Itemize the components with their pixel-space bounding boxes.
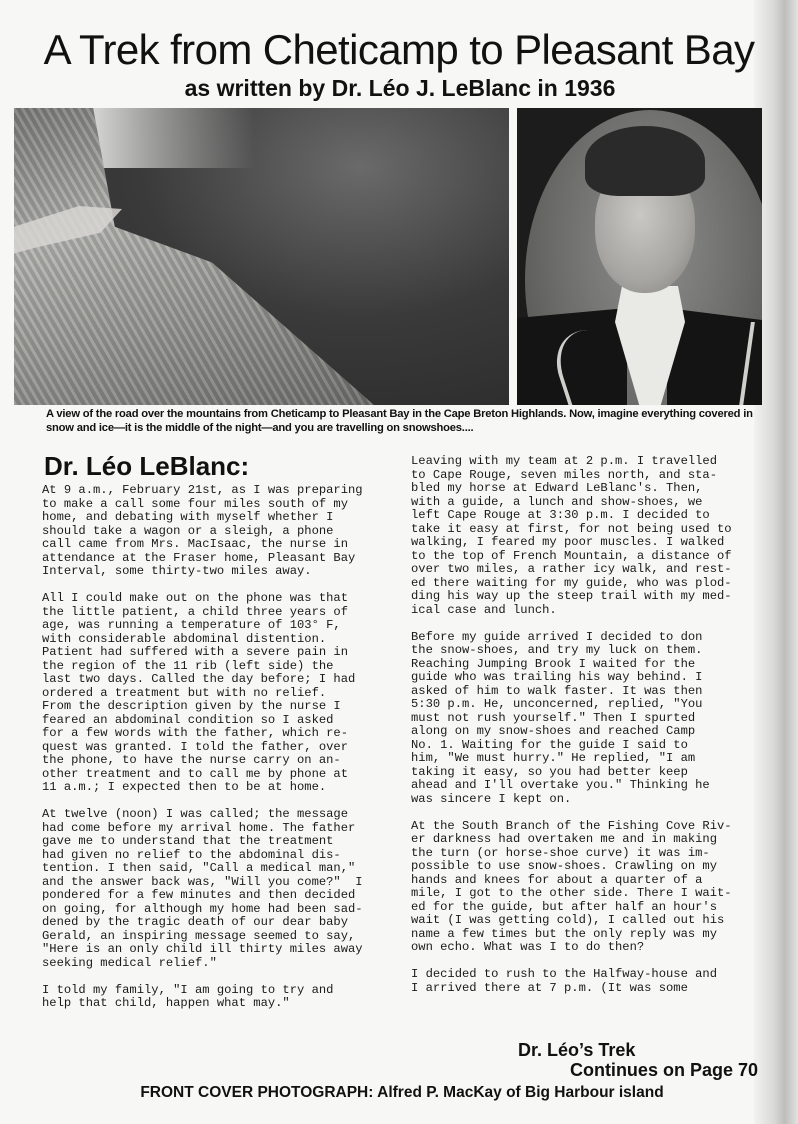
article-title: A Trek from Cheticamp to Pleasant Bay xyxy=(43,26,755,73)
body-paragraph: Leaving with my team at 2 p.m. I travelled to Cape Rouge, seven miles north, and sta- bled my horse at Edward LeBlanc's. Then, with a guide, a lunch and show-shoes, we left Cape Rouge at 3:30 p.m. I decided to take it easy at first, for not being used to walking, I feared my poor muscles. I walked to the top of French Mountain, a distance of over two miles, a rather icy walk, and rest- ed there waiting for my guide, who was plod- ding his way up the steep trail with my med- ical case and lunch. xyxy=(411,454,732,617)
mountain-road-photo xyxy=(14,108,509,405)
portrait-hair xyxy=(585,126,705,196)
body-paragraph: I decided to rush to the Halfway-house and I arrived there at 7 p.m. (It was some xyxy=(411,967,717,995)
body-paragraph: At the South Branch of the Fishing Cove Riv- er darkness had overtaken me and in making the turn (or horse-shoe curve) it was im- possible to use snow-shoes. Crawling on my hands and knees for about a quarter of a mile, I got to the other side. There I wait- ed for the guide, but after half an hour's wait (I was getting cold), I called out his name a few times but the only reply was my own echo. What was I to do then? xyxy=(411,818,732,954)
body-paragraph: At twelve (noon) I was called; the message had come before my arrival home. The father gave me to understand that the treatment had given no relief to the abdominal dis- tention. I then said, "Call a medical man," and the answer back was, "Will you come?" I pondered for a few minutes and then decided on going, for although my home had been sad- dened by the tragic death of our dear baby Gerald, an inspiring message seemed to say, "Here is an only child ill thirty miles away seeking medical relief." xyxy=(42,807,363,970)
body-paragraph: At 9 a.m., February 21st, as I was preparing to make a call some four miles south of my home, and debating with myself whether I should take a wagon or a sleigh, a phone call came from Mrs. MacIsaac, the nurse in attendance at the Fraser home, Pleasant Bay Interval, some thirty-two miles away. xyxy=(42,483,363,578)
section-heading: Dr. Léo LeBlanc: xyxy=(44,451,250,481)
article-subtitle: as written by Dr. Léo J. LeBlanc in 1936 xyxy=(184,75,616,101)
body-paragraph: All I could make out on the phone was that the little patient, a child three years of age, was running a temperature of 103° F, with considerable abdominal distention. Patient had suffered with a severe pain in the region of the 11 rib (left side) the last two days. Called the day before; I had ordered a treatment but with no relief. From the description given by the nurse I feared an abdominal condition so I asked for a few words with the father, which re- quest was granted. I told the father, over the phone, to have the nurse carry on an- other treatment and to call me by phone at 11 a.m.; I expected then to be at home. xyxy=(42,591,356,794)
body-paragraph: Before my guide arrived I decided to don the snow-shoes, and try my luck on them. Reaching Jumping Brook I waited for the guide who was trailing his way behind. I asked of him to walk faster. It was then 5:30 p.m. He, unconcerned, replied, "You must not rush yourself." Then I spurted along on my snow-shoes and reached Camp No. 1. Waiting for the guide I said to him, "We must hurry." He replied, "I am taking it easy, so you had better keep ahead and I'll overtake you." Thinking he was sincere I kept on. xyxy=(411,629,710,806)
continuation-title: Dr. Léo’s Trek xyxy=(518,1040,636,1060)
cover-photo-credit: FRONT COVER PHOTOGRAPH: Alfred P. MacKay of Big Harbour island xyxy=(140,1084,664,1101)
portrait-photo xyxy=(517,108,762,405)
body-paragraph: I told my family, "I am going to try and help that child, happen what may." xyxy=(42,982,334,1010)
photo-caption: A view of the road over the mountains from Cheticamp to Pleasant Bay in the Cape Breton Highlands. Now, imagine everything covered in snow and ice—it is the middle of the night—and you are travelling on snowshoes.... xyxy=(46,408,753,434)
continuation-notice xyxy=(410,1040,758,1080)
continuation-page: Continues on Page 70 xyxy=(569,1060,758,1080)
body-column-left xyxy=(42,484,363,1011)
body-column-right xyxy=(411,455,732,995)
